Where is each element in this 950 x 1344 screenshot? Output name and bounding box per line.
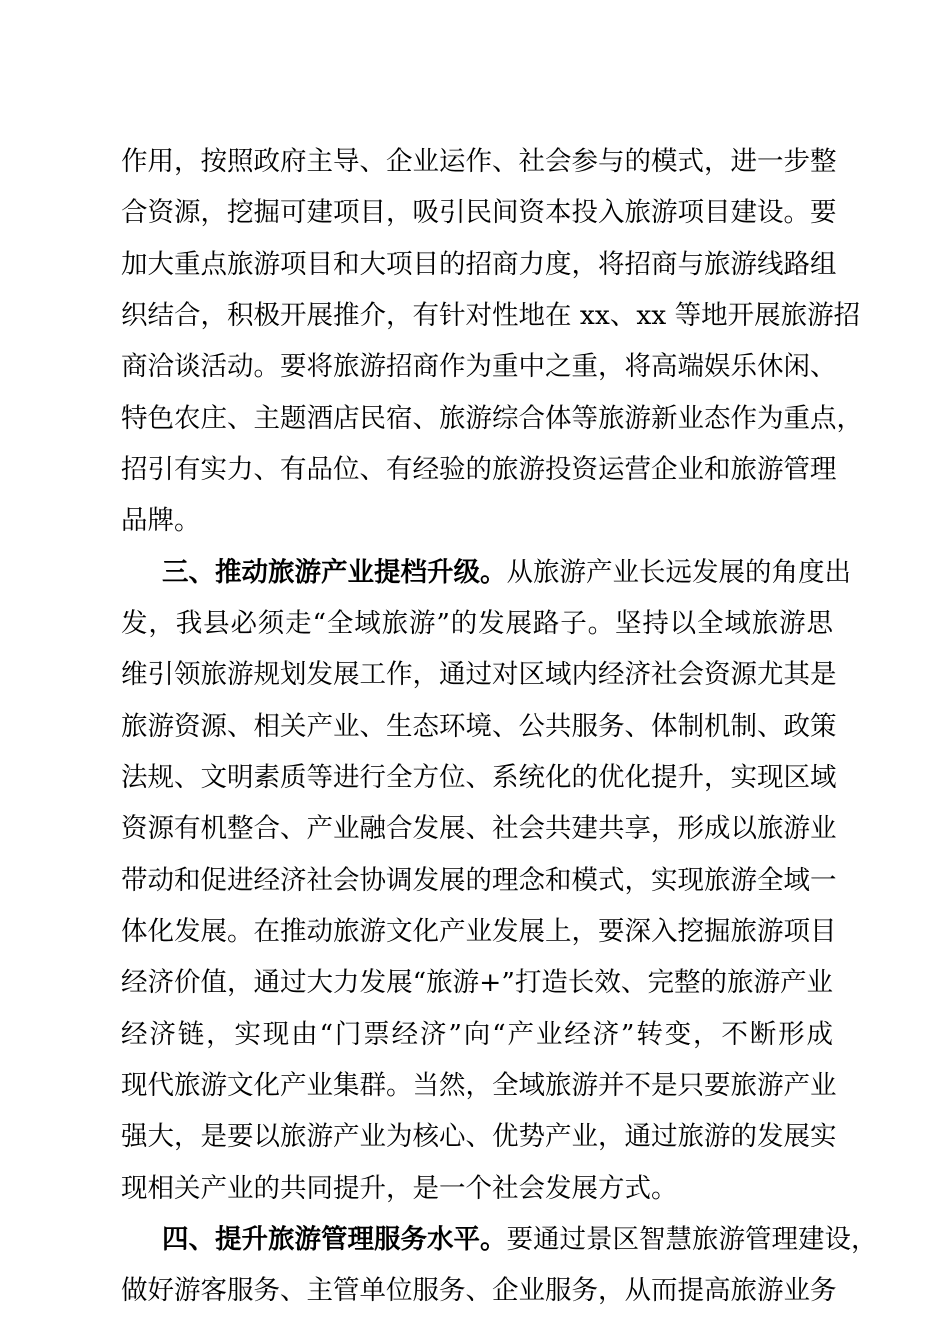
paragraph-line: 经济价值，通过大力发展“旅游+”打造长效、完整的旅游产业 [121, 967, 833, 998]
paragraph-line: 商洽谈活动。要将旅游招商作为重中之重，将高端娱乐休闲、 [121, 351, 837, 382]
paragraph-line: 特色农庄、主题酒店民宿、旅游综合体等旅游新业态作为重点， [121, 403, 863, 434]
section-4-first-line-text: 要通过景区智慧旅游管理建设， [506, 1224, 878, 1255]
section-4-heading: 四、提升旅游管理服务水平。 [162, 1224, 507, 1255]
paragraph-line: 法规、文明素质等进行全方位、系统化的优化提升，实现区域 [121, 762, 837, 793]
section-3-heading: 三、推动旅游产业提档升级。 [162, 557, 507, 588]
paragraph-line: 现相关产业的共同提升，是一个社会发展方式。 [121, 1173, 678, 1204]
paragraph-line: 资源有机整合、产业融合发展、社会共建共享，形成以旅游业 [121, 813, 837, 844]
paragraph-line: 合资源，挖掘可建项目，吸引民间资本投入旅游项目建设。要 [121, 197, 837, 228]
section-3-first-line-text: 从旅游产业长远发展的角度出 [506, 557, 851, 588]
paragraph-line: 现代旅游文化产业集群。当然，全域旅游并不是只要旅游产业 [121, 1070, 837, 1101]
paragraph-line: 体化发展。在推动旅游文化产业发展上，要深入挖掘旅游项目 [121, 916, 837, 947]
paragraph-line: 发，我县必须走“全域旅游”的发展路子。坚持以全域旅游思 [121, 608, 833, 639]
paragraph-line: 经济链，实现由“门票经济”向“产业经济”转变，不断形成 [121, 1019, 833, 1050]
section-4-first-line [162, 1220, 878, 1260]
paragraph-line: 招引有实力、有品位、有经验的旅游投资运营企业和旅游管理 [121, 454, 837, 485]
paragraph-line: 做好游客服务、主管单位服务、企业服务，从而提高旅游业务 [121, 1275, 837, 1306]
paragraph-line: 作用，按照政府主导、企业运作、社会参与的模式，进一步整 [121, 146, 837, 177]
paragraph-line: 强大，是要以旅游产业为核心、优势产业，通过旅游的发展实 [121, 1121, 837, 1152]
paragraph-line: 旅游资源、相关产业、生态环境、公共服务、体制机制、政策 [121, 711, 837, 742]
paragraph-line: 品牌。 [121, 505, 201, 536]
paragraph-line: 带动和促进经济社会协调发展的理念和模式，实现旅游全域一 [121, 865, 837, 896]
section-3-first-line [162, 553, 851, 593]
paragraph-line: 织结合，积极开展推介，有针对性地在 xx、xx 等地开展旅游招 [121, 300, 861, 331]
paragraph-line: 加大重点旅游项目和大项目的招商力度，将招商与旅游线路组 [121, 249, 837, 280]
paragraph-line: 维引领旅游规划发展工作，通过对区域内经济社会资源尤其是 [121, 659, 837, 690]
